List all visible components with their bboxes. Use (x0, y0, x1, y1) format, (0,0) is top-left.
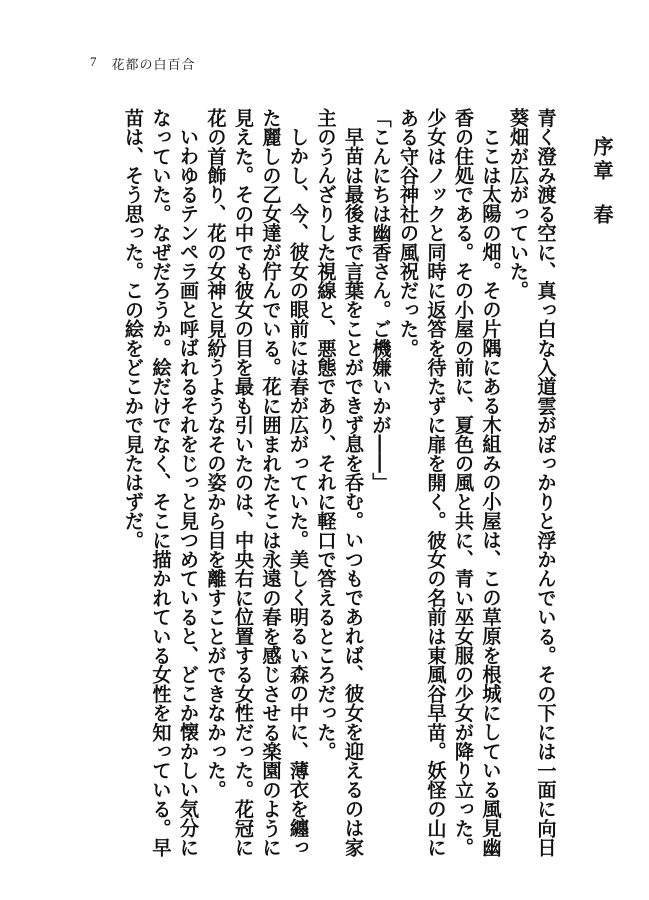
paragraph: ここは太陽の畑。その片隅にある木組みの小屋は、この草原を根城にしている風見幽香の住処である。その小屋の前に、夏色の風と共に、青い巫女服の少女が降り立った。 (452, 108, 503, 857)
book-title: 花都の白百合 (111, 58, 196, 73)
paragraph: しかし、今、彼女の眼前には春が広がっていた。美しく明るい森の中に、薄衣を纏った麗しの乙女達が佇んでいる。花に囲まれたそこは永遠の春を感じさせる楽園のように見えた。その中でも彼女の目を最も引いたのは、中央右に位置する女性だった。花冠に花の首飾り、花の女神と見紛うようなその姿から目を離すことができなかった。 (204, 108, 310, 857)
chapter-title (588, 108, 616, 868)
body-text (75, 108, 615, 868)
chapter-name: 春 (590, 204, 614, 228)
paragraph: 早苗は最後まで言葉をことができず息を呑む。いつもであれば、彼女を迎えるのは家主のうんざりした視線と、悪態であり、それに軽口で答えるところだった。 (314, 108, 365, 857)
paragraph: 「こんにちは幽香さん。ご機嫌いかが――」 (369, 108, 393, 492)
paragraph: 少女はノックと同時に返答を待たずに扉を開く。彼女の名前は東風谷早苗。妖怪の山にある守谷神社の風祝だった。 (397, 108, 448, 857)
page-number: 7 (90, 54, 98, 69)
paragraph: 青く澄み渡る空に、真っ白な入道雲がぽっかりと浮かんでいる。その下には一面に向日葵畑が広がっていた。 (507, 108, 558, 857)
page-header (90, 54, 196, 73)
paragraph: いわゆるテンペラ画と呼ばれるそれをじっと見つめていると、どこか懐かしい気分になっていた。なぜだろうか。絵だけでなく、そこに描かれている女性を知っている。早苗は、そう思った。この絵をどこかで見たはずだ。 (122, 108, 200, 857)
chapter-label: 序章 (590, 136, 614, 184)
